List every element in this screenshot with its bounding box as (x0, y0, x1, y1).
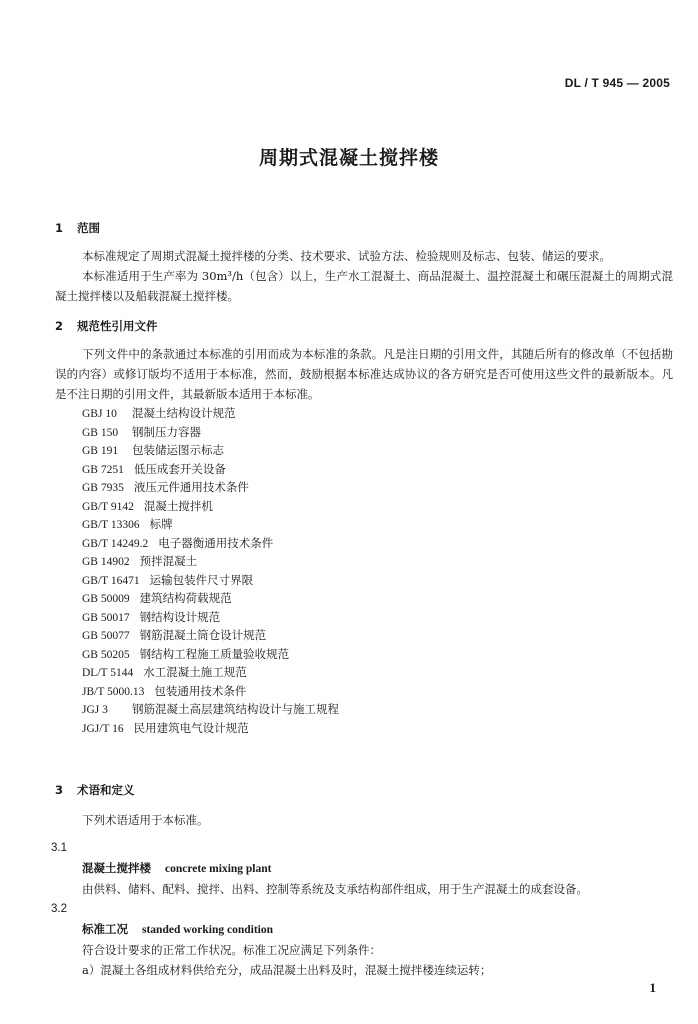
reference-code: GB 7935 (82, 482, 124, 494)
section-title: 范围 (77, 221, 100, 235)
reference-title: 包装储运图示标志 (132, 443, 224, 457)
reference-item (82, 478, 673, 497)
reference-item (82, 700, 673, 719)
reference-item (82, 441, 673, 460)
reference-code: GB/T 14249.2 (82, 537, 149, 550)
section-title: 规范性引用文件 (77, 319, 158, 333)
reference-code: GB/T 13306 (82, 519, 140, 531)
section-terms (51, 780, 673, 980)
reference-title: 水工混凝土施工规范 (143, 665, 247, 679)
reference-title: 民用建筑电气设计规范 (133, 720, 249, 735)
reference-title: 建筑结构荷载规范 (139, 591, 232, 605)
page-number: 1 (649, 980, 656, 995)
reference-item (82, 645, 673, 664)
reference-code: GB 50077 (82, 630, 130, 642)
section-heading (55, 780, 673, 800)
reference-item (82, 497, 673, 516)
section-normative-references (55, 316, 673, 737)
reference-title: 液压元件通用技术条件 (133, 480, 249, 494)
reference-item (82, 552, 673, 571)
reference-title: 运输包装件尺寸界限 (149, 572, 254, 587)
section-number: 3 (55, 783, 64, 797)
reference-list (82, 404, 673, 737)
reference-item (82, 682, 673, 701)
reference-item (82, 404, 673, 423)
reference-title: 预拌混凝土 (139, 554, 198, 568)
reference-code: GB/T 9142 (82, 500, 134, 513)
reference-item (82, 460, 673, 479)
term-entry (82, 858, 673, 879)
reference-item (82, 608, 673, 627)
term-english: standed working condition (142, 924, 274, 936)
section-title: 术语和定义 (77, 783, 135, 797)
section-heading (55, 316, 673, 336)
reference-item (82, 719, 673, 738)
term-definition: 由供料、储料、配料、搅拌、出料、控制等系统及支承结构部件组成，用于生产混凝土的成套设备。 (82, 882, 588, 896)
reference-title: 低压成套开关设备 (133, 461, 226, 476)
reference-code: GB 7251 (82, 463, 124, 476)
reference-code: GB 50205 (82, 648, 130, 661)
clause-number: 3.2 (51, 903, 67, 915)
term-definition: 符合设计要求的正常工作状况。标准工况应满足下列条件： (82, 943, 381, 957)
reference-title: 混凝土结构设计规范 (132, 406, 236, 420)
reference-code: JGJ/T 16 (82, 722, 124, 735)
document-title: 周期式混凝土搅拌楼 (258, 147, 439, 169)
document-code: DL / T 945 — 2005 (564, 76, 670, 90)
reference-item (82, 663, 673, 682)
section-scope (55, 218, 673, 306)
reference-title: 混凝土搅拌机 (143, 498, 213, 513)
reference-item (82, 626, 673, 645)
reference-item (82, 589, 673, 608)
reference-code: GB 50017 (82, 611, 130, 624)
reference-title: 钢筋混凝土高层建筑结构设计与施工规程 (132, 702, 339, 716)
section-heading (55, 218, 673, 238)
reference-code: GB 150 (82, 426, 119, 439)
reference-item (82, 534, 673, 553)
term-chinese: 混凝土搅拌楼 (82, 861, 151, 875)
term-english: concrete mixing plant (165, 863, 272, 875)
section-number: 2 (55, 319, 64, 333)
reference-code: GBJ 10 (82, 408, 117, 420)
clause-number: 3.1 (51, 842, 67, 854)
reference-item (82, 515, 673, 534)
paragraph: 本标准规定了周期式混凝土搅拌楼的分类、技术要求、试验方法、检验规则及标志、包装、储运的要求。 (82, 249, 611, 263)
reference-title: 包装通用技术条件 (154, 683, 247, 698)
condition-item: a）混凝土各组成材料供给充分，成品混凝土出料及时，混凝土搅拌楼连续运转； (82, 963, 492, 977)
section-number: 1 (55, 221, 64, 235)
reference-title: 钢结构设计规范 (139, 609, 221, 624)
reference-code: DL/T 5144 (82, 667, 134, 679)
term-chinese: 标准工况 (82, 922, 128, 936)
reference-title: 标牌 (149, 517, 173, 531)
reference-code: GB 50009 (82, 593, 130, 605)
paragraph: 下列术语适用于本标准。 (82, 813, 209, 827)
reference-title: 钢筋混凝土筒仓设计规范 (139, 628, 267, 642)
reference-code: JGJ 3 (82, 704, 108, 716)
reference-code: GB 191 (82, 445, 119, 457)
reference-title: 电子器衡通用技术条件 (158, 535, 274, 550)
paragraph: 本标准适用于生产率为 30m³/h（包含）以上，生产水工混凝土、商品混凝土、温控混凝土和碾压混凝土的周期式混凝土搅拌楼以及船载混凝土搅拌楼。 (55, 269, 673, 303)
reference-item (82, 423, 673, 442)
reference-title: 钢结构工程施工质量验收规范 (139, 646, 290, 661)
reference-code: GB 14902 (82, 556, 130, 568)
reference-code: GB/T 16471 (82, 574, 140, 587)
reference-code: JB/T 5000.13 (82, 685, 145, 698)
reference-title: 钢制压力容器 (132, 424, 201, 439)
reference-item (82, 571, 673, 590)
paragraph: 下列文件中的条款通过本标准的引用而成为本标准的条款。凡是注日期的引用文件，其随后所有的修改单（不包括勘误的内容）或修订版均不适用于本标准，然而，鼓励根据本标准达成协议的各方研究是否可使用这些文件的最新版本。凡是不注日期的引用文件，其最新版本适用于本标准。 (55, 347, 673, 401)
term-entry (82, 919, 673, 940)
